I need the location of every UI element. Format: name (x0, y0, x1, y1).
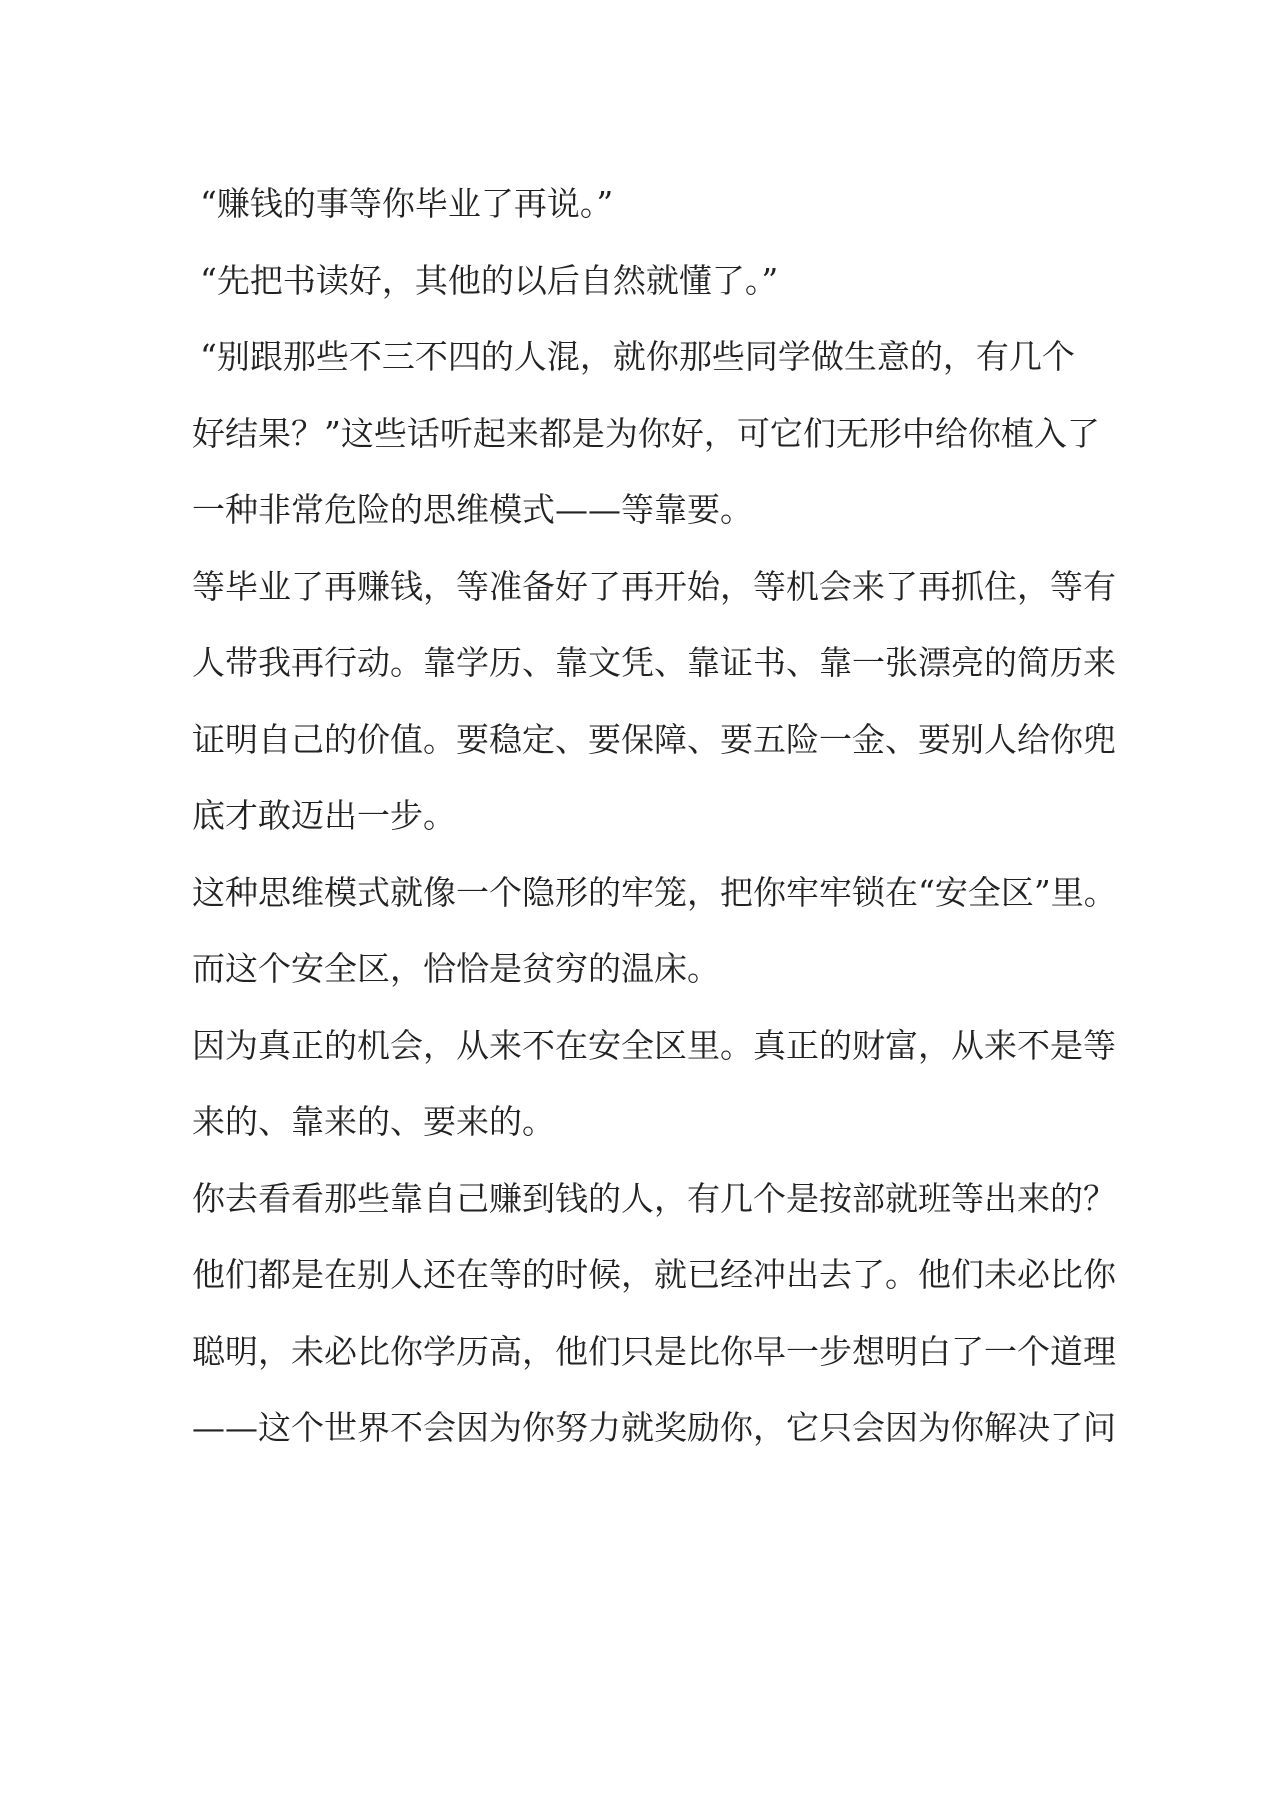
text-line: 底才敢迈出一步。 (192, 796, 456, 835)
text-line: 一种非常危险的思维模式——等靠要。 (192, 490, 753, 529)
text-line: 而这个安全区，恰恰是贫穷的温床。 (192, 949, 720, 988)
text-line: “别跟那些不三不四的人混，就你那些同学做生意的，有几个 (200, 337, 1075, 376)
text-line: 好结果？”这些话听起来都是为你好，可它们无形中给你植入了 (192, 413, 1100, 453)
body-text (192, 166, 1117, 1467)
text-line: “赚钱的事等你毕业了再说。” (200, 184, 614, 223)
text-line: 聪明，未必比你学历高，他们只是比你早一步想明白了一个道理 (192, 1331, 1116, 1371)
text-line: 证明自己的价值。要稳定、要保障、要五险一金、要别人给你兜 (192, 719, 1116, 759)
text-line: 你去看看那些靠自己赚到钱的人，有几个是按部就班等出来的？ (192, 1178, 1116, 1218)
text-line: 因为真正的机会，从来不在安全区里。真正的财富，从来不是等 (192, 1025, 1116, 1065)
text-line: 他们都是在别人还在等的时候，就已经冲出去了。他们未必比你 (192, 1255, 1116, 1294)
text-line: ——这个世界不会因为你努力就奖励你，它只会因为你解决了问 (192, 1408, 1116, 1447)
text-line: 来的、靠来的、要来的。 (192, 1102, 555, 1141)
text-line: “先把书读好，其他的以后自然就懂了。” (200, 260, 779, 300)
text-line: 人带我再行动。靠学历、靠文凭、靠证书、靠一张漂亮的简历来 (192, 643, 1116, 682)
text-line: 等毕业了再赚钱，等准备好了再开始，等机会来了再抓住，等有 (192, 566, 1116, 606)
text-line: 这种思维模式就像一个隐形的牢笼，把你牢牢锁在“安全区”里。 (192, 872, 1117, 912)
